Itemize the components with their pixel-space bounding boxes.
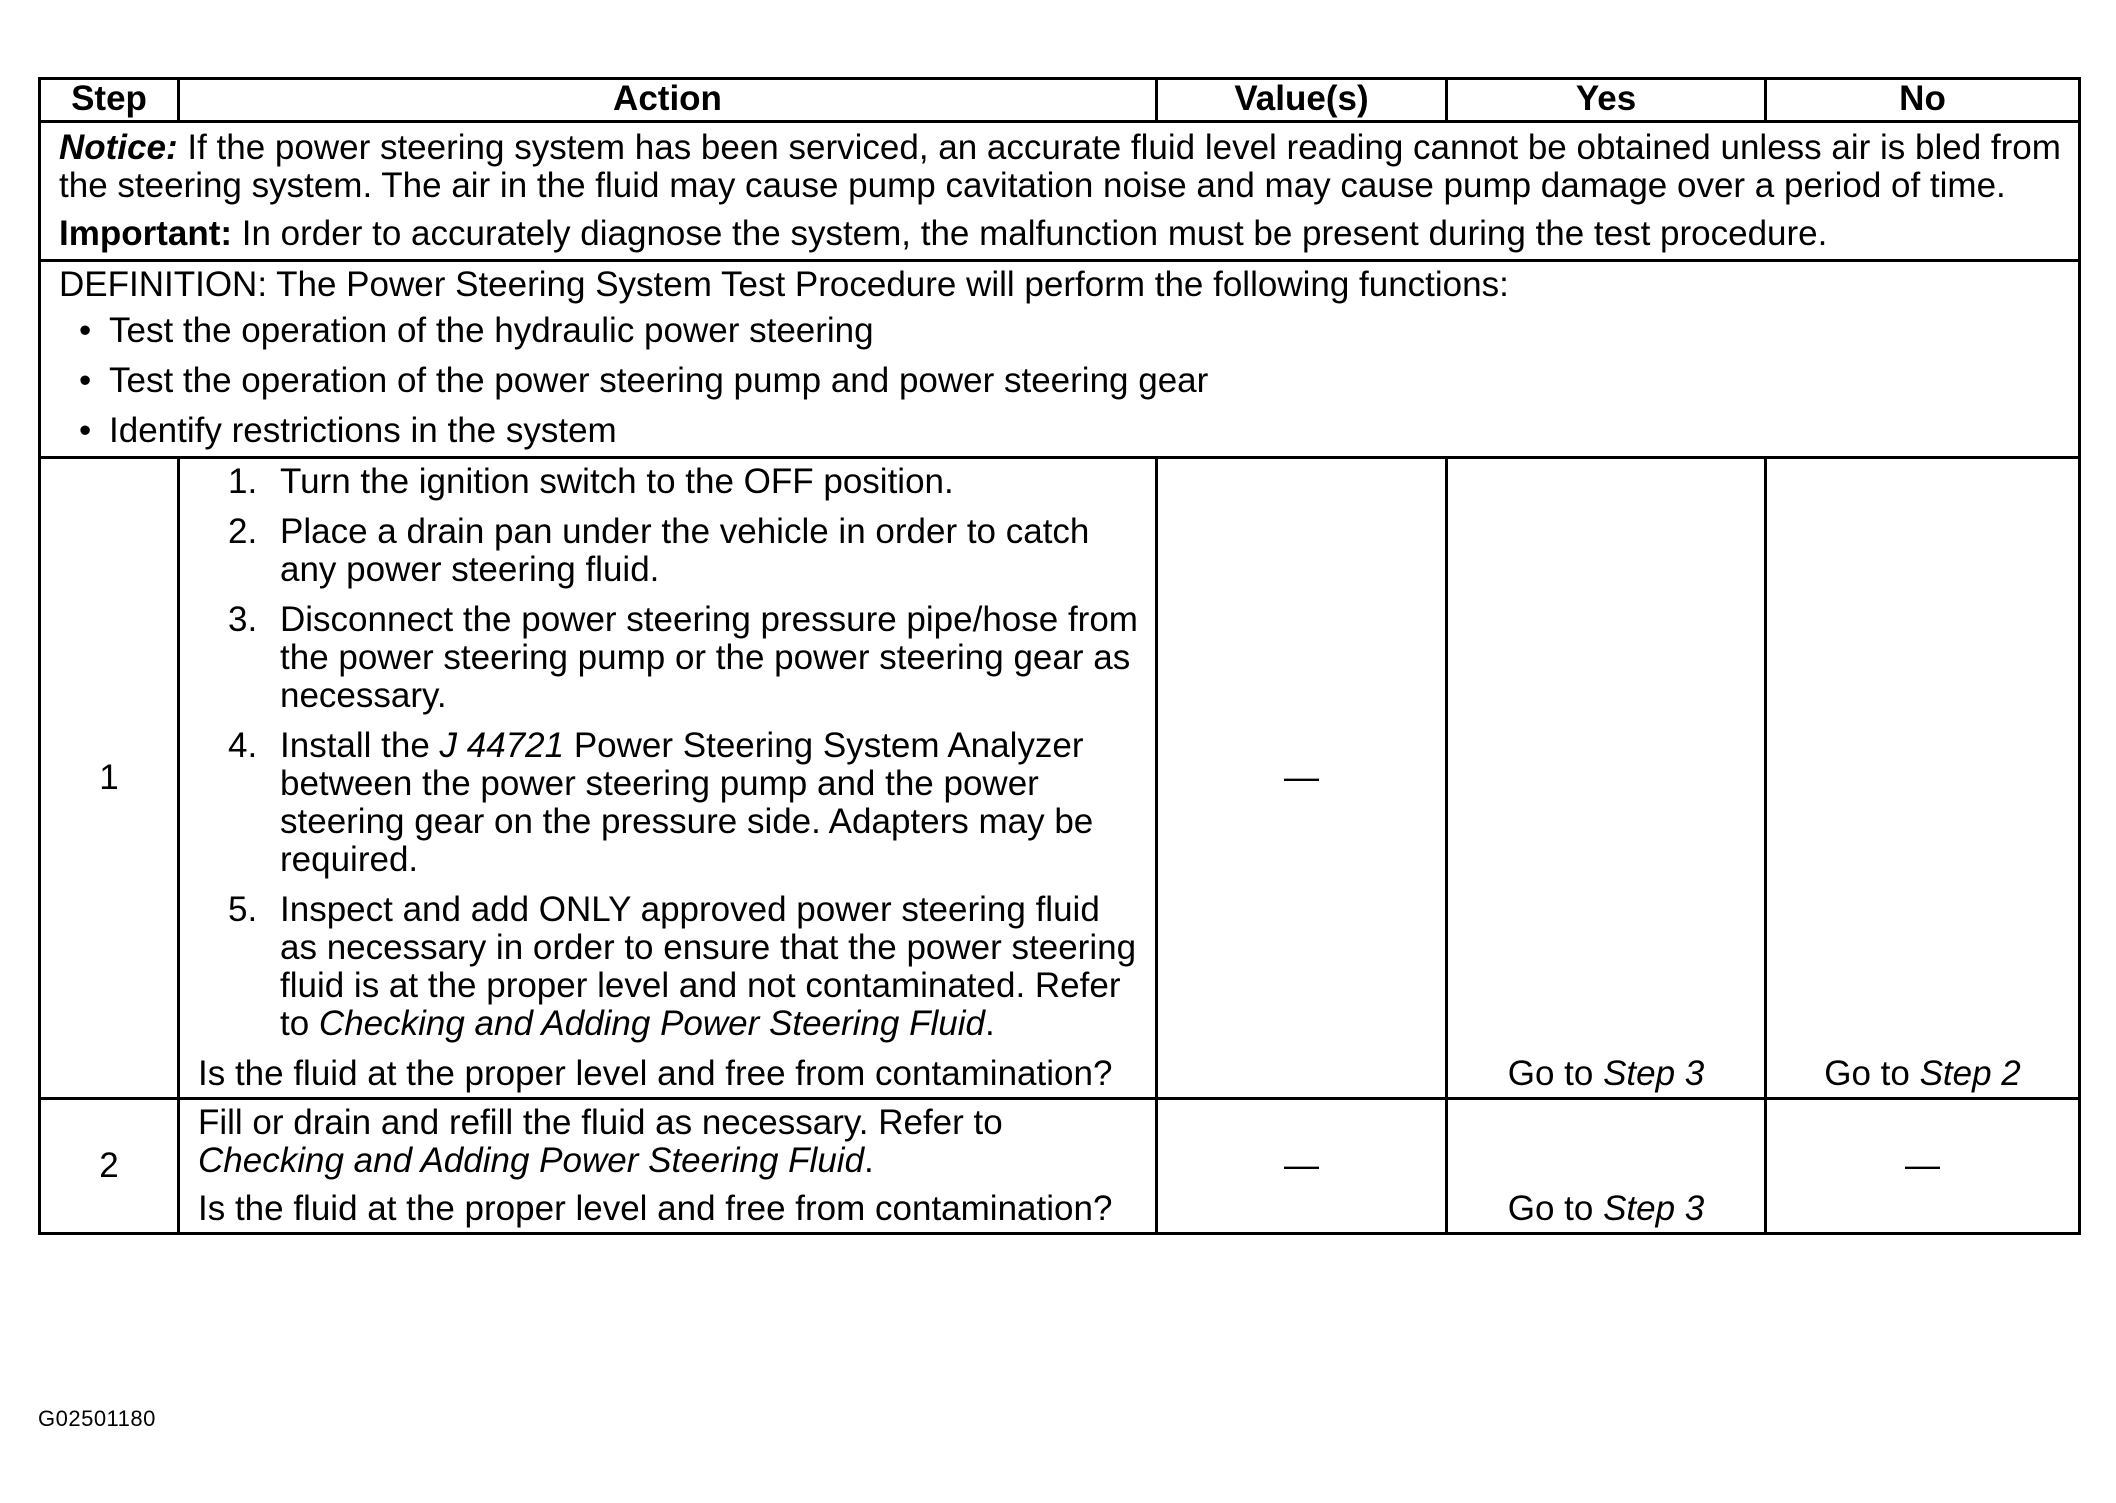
notice-cell bbox=[40, 122, 2080, 261]
step-1-instructions bbox=[198, 463, 1141, 1043]
header-values: Value(s) bbox=[1157, 79, 1447, 122]
instruction-text: Inspect and add ONLY approved power steering fluid as necessary in order to ensure that the power steering fluid is at the proper level and not contaminated. Refer to bbox=[280, 890, 1137, 1043]
instruction-number: 5. bbox=[228, 890, 258, 929]
definition-bullet: • Test the operation of the hydraulic power steering bbox=[79, 312, 2068, 350]
step-2-no: — bbox=[1766, 1099, 2080, 1234]
step-1-no bbox=[1766, 458, 2080, 1099]
goto-prefix: Go to bbox=[1824, 1054, 1920, 1093]
definition-bullet: • Identify restrictions in the system bbox=[79, 412, 2068, 450]
notice-text: If the power steering system has been serviced, an accurate fluid level reading cannot be obtained unless air is bled from the steering system. The air in the fluid may cause pump cavitation noise and may cause pump damage over a period of time. bbox=[59, 128, 2061, 205]
header-row bbox=[40, 79, 2080, 122]
instruction-text: Turn the ignition switch to the OFF position. bbox=[280, 462, 954, 501]
procedure-link[interactable]: Checking and Adding Power Steering Fluid bbox=[318, 1004, 985, 1043]
goto-prefix: Go to bbox=[1507, 1054, 1604, 1093]
figure-id: G02501180 bbox=[38, 1406, 156, 1431]
notice-label: Notice: bbox=[59, 128, 178, 167]
step-1-action bbox=[179, 458, 1157, 1099]
instruction-number: 1. bbox=[228, 462, 258, 501]
instruction-number: 3. bbox=[228, 600, 258, 639]
instruction-item bbox=[198, 513, 1141, 589]
definition-text: DEFINITION: The Power Steering System Test Procedure will perform the following functions: bbox=[59, 265, 1509, 304]
instruction-item bbox=[198, 463, 1141, 501]
definition-row bbox=[40, 261, 2080, 458]
step-3-link[interactable]: Step 3 bbox=[1603, 1054, 1705, 1093]
definition-bullet: • Test the operation of the power steering pump and power steering gear bbox=[79, 362, 2068, 400]
definition-list bbox=[59, 312, 2068, 450]
important-paragraph bbox=[59, 215, 2068, 253]
instruction-text: . bbox=[864, 1141, 874, 1180]
diagnostic-table bbox=[38, 77, 2081, 1235]
header-step: Step bbox=[40, 79, 179, 122]
instruction-text: . bbox=[984, 1004, 995, 1043]
instruction-number: 4. bbox=[228, 726, 258, 765]
header-no: No bbox=[1766, 79, 2080, 122]
step-2-question: Is the fluid at the proper level and free from contamination? bbox=[198, 1189, 1113, 1228]
instruction-text: Install the bbox=[280, 726, 440, 765]
step-2-action bbox=[179, 1099, 1157, 1234]
step-2-link[interactable]: Step 2 bbox=[1919, 1054, 2021, 1093]
instruction-number: 2. bbox=[228, 512, 258, 551]
instruction-item bbox=[198, 601, 1141, 715]
step-1-value: — bbox=[1157, 458, 1447, 1099]
step-3-link[interactable]: Step 3 bbox=[1603, 1189, 1705, 1228]
goto-prefix: Go to bbox=[1507, 1189, 1604, 1228]
step-1-number: 1 bbox=[40, 458, 179, 1099]
notice-paragraph bbox=[59, 129, 2068, 205]
step-2-value: — bbox=[1157, 1099, 1447, 1234]
step-2-row bbox=[40, 1099, 2080, 1234]
notice-row bbox=[40, 122, 2080, 261]
step-2-number: 2 bbox=[40, 1099, 179, 1234]
procedure-link[interactable]: Checking and Adding Power Steering Fluid bbox=[198, 1141, 865, 1180]
instruction-text: Disconnect the power steering pressure pipe/hose from the power steering pump or the power steering gear as necessary. bbox=[280, 600, 1138, 715]
step-1-row bbox=[40, 458, 2080, 1099]
instruction-item bbox=[198, 891, 1141, 1043]
header-yes: Yes bbox=[1447, 79, 1766, 122]
step-1-yes bbox=[1447, 458, 1766, 1099]
header-action: Action bbox=[179, 79, 1157, 122]
instruction-text: Power Steering System Analyzer between the power steering pump and the power steering gear on the pressure side. Adapters may be required. bbox=[280, 726, 1094, 879]
step-1-question: Is the fluid at the proper level and free from contamination? bbox=[198, 1054, 1113, 1093]
instruction-text: Fill or drain and refill the fluid as necessary. Refer to bbox=[198, 1103, 1003, 1142]
important-label: Important: bbox=[59, 214, 233, 253]
tool-reference[interactable]: J 44721 bbox=[439, 726, 565, 765]
definition-cell bbox=[40, 261, 2080, 458]
step-2-yes bbox=[1447, 1099, 1766, 1234]
instruction-item bbox=[198, 727, 1141, 879]
instruction-text: Place a drain pan under the vehicle in order to catch any power steering fluid. bbox=[280, 512, 1090, 589]
important-text: In order to accurately diagnose the system, the malfunction must be present during the test procedure. bbox=[232, 214, 1828, 253]
step-2-instruction bbox=[198, 1104, 1141, 1180]
